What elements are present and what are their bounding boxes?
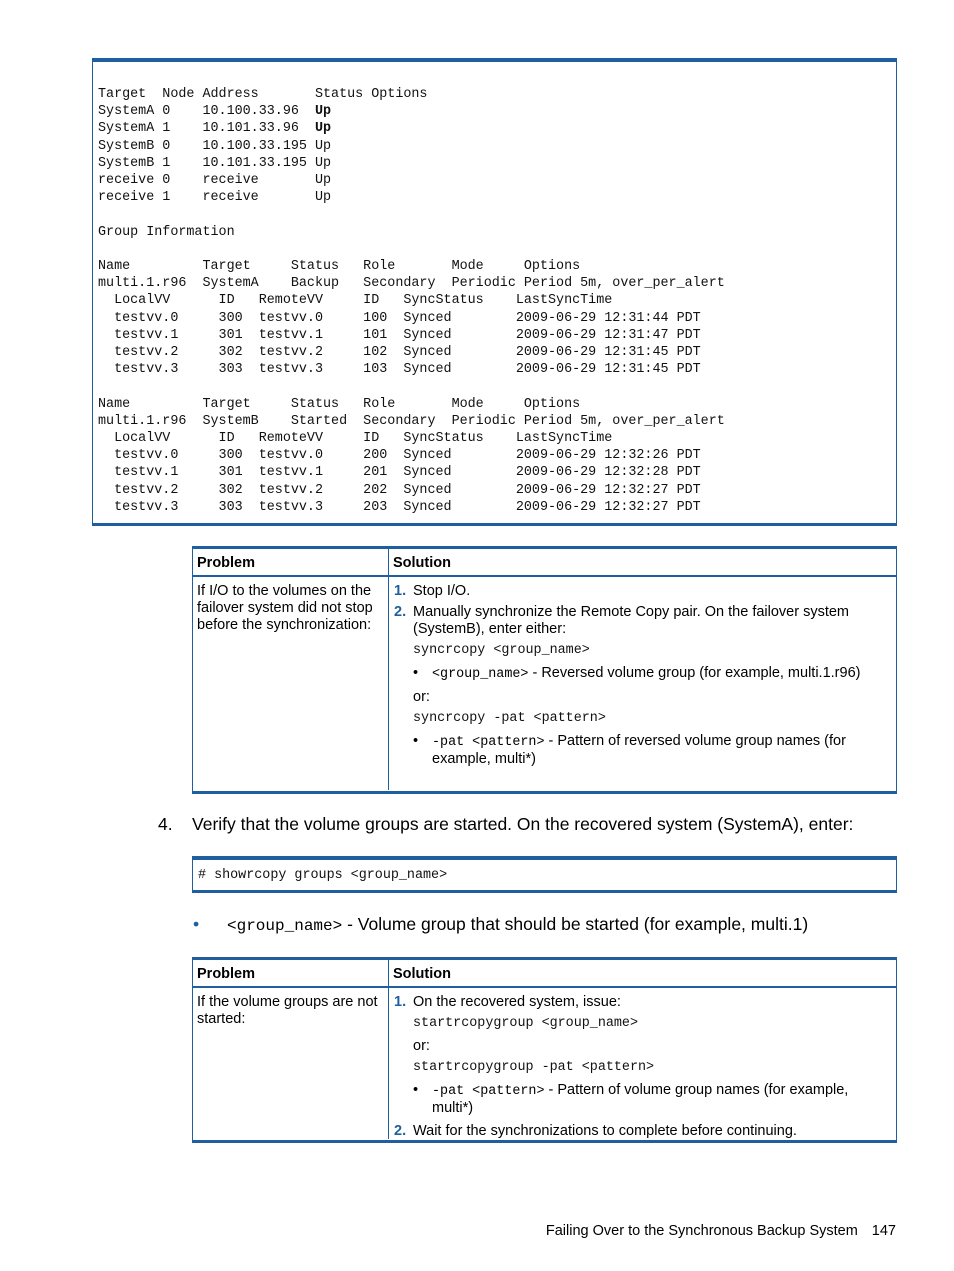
- code-block-output: [92, 58, 897, 526]
- status-up-bold: Up: [314, 121, 332, 137]
- code-line: multi.1.r96 SystemA Backup Secondary Periodic Period 5m, over_per_alert: [98, 276, 725, 292]
- table-row: [193, 988, 896, 1139]
- code-line: testvv.1 301 testvv.1 201 Synced 2009-06-29 12:32:28 PDT: [98, 465, 701, 481]
- solution-step-1: [394, 994, 892, 1011]
- step-number: 1.: [394, 994, 407, 1010]
- bullet-text: - Pattern of volume group names (for example, multi*): [432, 1082, 849, 1116]
- code-output-text: [98, 86, 896, 516]
- code-line: Target Node Address Status Options: [98, 87, 428, 102]
- inline-code: -pat <pattern>: [432, 1084, 545, 1099]
- or-text: or:: [413, 1038, 430, 1054]
- bullet-icon: •: [413, 733, 419, 749]
- solution-step-2: [394, 604, 892, 638]
- bullet-item: [413, 1082, 892, 1117]
- code-line: testvv.3 303 testvv.3 103 Synced 2009-06-29 12:31:45 PDT: [98, 362, 701, 378]
- code-line: Name Target Status Role Mode Options: [98, 396, 581, 412]
- code-line: multi.1.r96 SystemB Started Secondary Periodic Period 5m, over_per_alert: [98, 413, 725, 429]
- code-line: testvv.3 303 testvv.3 203 Synced 2009-06-29 12:32:27 PDT: [98, 499, 701, 515]
- code-line: testvv.0 300 testvv.0 100 Synced 2009-06-29 12:31:44 PDT: [98, 310, 701, 326]
- bullet-icon: •: [413, 665, 419, 681]
- step-text: Manually synchronize the Remote Copy pair. On the failover system (SystemB), enter either:: [413, 604, 850, 637]
- problem-cell: If the volume groups are not started:: [193, 988, 389, 1139]
- command-startrcopygroup-pat: startrcopygroup -pat <pattern>: [413, 1060, 655, 1075]
- code-line: Name Target Status Role Mode Options: [98, 259, 581, 275]
- bullet-item: [413, 733, 892, 768]
- step-number: 4.: [158, 814, 173, 834]
- step-text: Verify that the volume groups are started. On the recovered system (SystemA), enter:: [192, 814, 854, 834]
- bullet-text: - Pattern of reversed volume group names (for example, multi*): [432, 733, 846, 767]
- header-solution: Solution: [393, 966, 451, 982]
- code-line: SystemB 0 10.100.33.195 Up: [98, 138, 332, 154]
- step-text: On the recovered system, issue:: [413, 994, 621, 1010]
- inline-code: <group_name>: [432, 667, 529, 682]
- table-header: [193, 549, 896, 577]
- code-line: SystemB 1 10.101.33.195 Up: [98, 155, 332, 171]
- header-problem: Problem: [193, 960, 389, 986]
- code-line: LocalVV ID RemoteVV ID SyncStatus LastSyncTime: [98, 293, 613, 309]
- header-solution: Solution: [393, 555, 451, 571]
- step-number: 2.: [394, 1123, 407, 1139]
- code-line: Group Information: [98, 224, 235, 240]
- solution-step-2: [394, 1123, 892, 1140]
- page-number: 147: [871, 1223, 896, 1239]
- code-line: LocalVV ID RemoteVV ID SyncStatus LastSyncTime: [98, 431, 613, 447]
- code-block-command: [192, 856, 897, 893]
- problem-cell: If I/O to the volumes on the failover system did not stop before the synchronization:: [193, 577, 389, 790]
- code-line: receive 0 receive Up: [98, 173, 332, 189]
- table-row: [193, 577, 896, 790]
- code-line: testvv.1 301 testvv.1 101 Synced 2009-06-29 12:31:47 PDT: [98, 327, 701, 343]
- solution-cell: [389, 988, 896, 1139]
- step-text: Wait for the synchronizations to complete before continuing.: [413, 1123, 797, 1139]
- bullet-icon: •: [413, 1082, 419, 1098]
- problem-solution-table-1: [192, 546, 897, 794]
- inline-code: -pat <pattern>: [432, 735, 545, 750]
- command-syncrcopy: syncrcopy <group_name>: [413, 643, 590, 658]
- step-number: 1.: [394, 583, 407, 599]
- solution-step-1: [394, 583, 892, 600]
- page-footer: [546, 1223, 896, 1239]
- bullet-text: - Volume group that should be started (for example, multi.1): [342, 914, 809, 934]
- or-text: or:: [413, 689, 430, 705]
- bullet-text: - Reversed volume group (for example, multi.1.r96): [528, 665, 861, 681]
- code-line: testvv.2 302 testvv.2 202 Synced 2009-06-29 12:32:27 PDT: [98, 482, 701, 498]
- step-4: [158, 814, 853, 835]
- command-startrcopygroup: startrcopygroup <group_name>: [413, 1016, 638, 1031]
- bullet-item: [193, 914, 808, 935]
- problem-solution-table-2: [192, 957, 897, 1143]
- bullet-icon: •: [193, 914, 200, 934]
- code-line: SystemA 0 10.100.33.96 Up: [98, 104, 332, 120]
- table-header: [193, 960, 896, 988]
- bullet-item: [413, 665, 892, 683]
- header-problem: Problem: [193, 549, 389, 575]
- step-number: 2.: [394, 604, 407, 620]
- code-line: testvv.0 300 testvv.0 200 Synced 2009-06-29 12:32:26 PDT: [98, 448, 701, 464]
- solution-cell: [389, 577, 896, 790]
- status-up-bold: Up: [314, 104, 332, 120]
- code-line: receive 1 receive Up: [98, 190, 332, 206]
- inline-code: <group_name>: [227, 917, 343, 935]
- code-line: SystemA 1 10.101.33.96 Up: [98, 121, 332, 137]
- command-showrcopy: # showrcopy groups <group_name>: [198, 868, 448, 883]
- footer-title: Failing Over to the Synchronous Backup System: [545, 1223, 858, 1239]
- step-text: Stop I/O.: [413, 583, 471, 599]
- command-syncrcopy-pat: syncrcopy -pat <pattern>: [413, 711, 606, 726]
- code-line: testvv.2 302 testvv.2 102 Synced 2009-06-29 12:31:45 PDT: [98, 345, 701, 361]
